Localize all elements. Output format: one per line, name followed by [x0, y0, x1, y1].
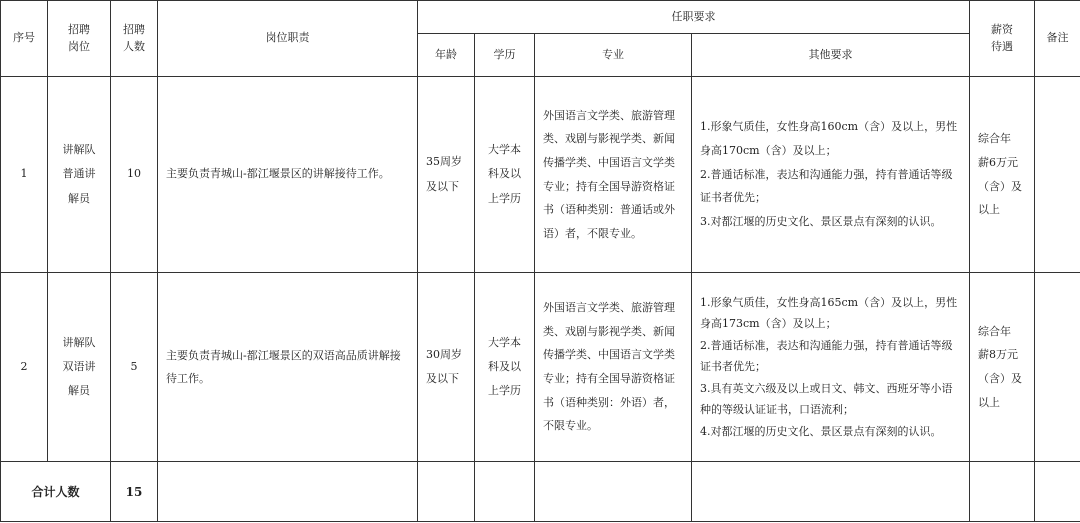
table-row [1, 273, 1080, 462]
other-requirement-item: 3.对都江堰的历史文化、景区景点有深刻的认识。 [700, 214, 942, 228]
total-empty-cell [535, 462, 692, 522]
row-salary: 综合年 薪6万元 （含）及 以上 [970, 77, 1035, 273]
total-empty-cell [1035, 462, 1080, 522]
other-requirement-item: 1.形象气质佳，女性身高165cm（含）及以上，男性身高173cm（含）及以上； [700, 295, 958, 331]
row-education: 大学本 科及以 上学历 [475, 273, 535, 462]
header-requirements: 任职要求 [418, 1, 970, 34]
row-count: 10 [111, 77, 158, 273]
header-index: 序号 [1, 1, 48, 77]
total-empty-cell [158, 462, 418, 522]
row-remarks [1035, 273, 1080, 462]
header-duties: 岗位职责 [158, 1, 418, 77]
header-major: 专业 [535, 34, 692, 77]
table-row [1, 77, 1080, 273]
row-index: 2 [1, 273, 48, 462]
header-salary: 薪资 待遇 [970, 1, 1035, 77]
header-row [1, 1, 1080, 34]
total-label: 合计人数 [1, 462, 111, 522]
total-row [1, 462, 1080, 522]
header-remarks: 备注 [1035, 1, 1080, 77]
other-requirement-item: 4.对都江堰的历史文化、景区景点有深刻的认识。 [700, 424, 942, 438]
row-duties: 主要负责青城山-都江堰景区的讲解接待工作。 [158, 77, 418, 273]
row-remarks [1035, 77, 1080, 273]
row-age: 30周岁 及以下 [418, 273, 475, 462]
header-other: 其他要求 [692, 34, 970, 77]
other-requirement-item: 3.具有英文六级及以上或日文、韩文、西班牙等小语种的等级认证证书，口语流利； [700, 381, 953, 417]
row-education: 大学本 科及以 上学历 [475, 77, 535, 273]
row-other [692, 77, 970, 273]
row-position: 讲解队 双语讲 解员 [48, 273, 111, 462]
row-other [692, 273, 970, 462]
row-duties: 主要负责青城山-都江堰景区的双语高品质讲解接待工作。 [158, 273, 418, 462]
total-empty-cell [692, 462, 970, 522]
row-count: 5 [111, 273, 158, 462]
total-count: 15 [111, 462, 158, 522]
total-empty-cell [475, 462, 535, 522]
row-index: 1 [1, 77, 48, 273]
row-major: 外国语言文学类、旅游管理类、戏剧与影视学类、新闻传播学类、中国语言文学类专业；持有全国导游资格证书（语种类别：外语）者，不限专业。 [535, 273, 692, 462]
header-education: 学历 [475, 34, 535, 77]
row-age: 35周岁 及以下 [418, 77, 475, 273]
total-empty-cell [970, 462, 1035, 522]
header-position: 招聘 岗位 [48, 1, 111, 77]
header-age: 年龄 [418, 34, 475, 77]
other-requirement-item: 2.普通话标准，表达和沟通能力强，持有普通话等级证书者优先； [700, 167, 953, 205]
row-position: 讲解队 普通讲 解员 [48, 77, 111, 273]
row-major: 外国语言文学类、旅游管理类、戏剧与影视学类、新闻传播学类、中国语言文学类专业；持有全国导游资格证书（语种类别：普通话或外语）者，不限专业。 [535, 77, 692, 273]
other-requirement-item: 1.形象气质佳，女性身高160cm（含）及以上，男性身高170cm（含）及以上； [700, 120, 958, 158]
header-count: 招聘 人数 [111, 1, 158, 77]
row-salary: 综合年 薪8万元 （含）及 以上 [970, 273, 1035, 462]
other-requirement-item: 2.普通话标准，表达和沟通能力强，持有普通话等级证书者优先； [700, 338, 953, 374]
total-empty-cell [418, 462, 475, 522]
